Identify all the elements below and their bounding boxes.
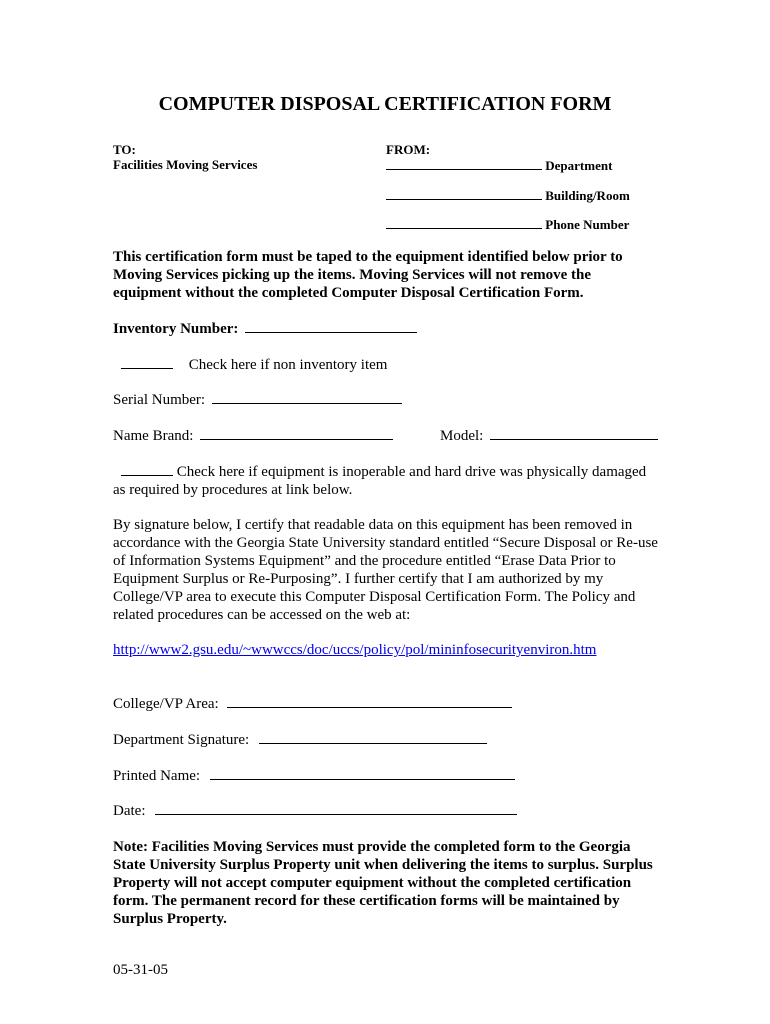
date-blank[interactable] [155,802,517,815]
serial-row [113,391,402,409]
model-row [440,427,658,445]
inoperable-label: Check here if equipment is inoperable and hard drive was physically damaged as required by procedures at link below. [113,464,647,498]
printed-name-row [113,767,515,785]
policy-link[interactable]: http://www2.gsu.edu/~wwwccs/doc/uccs/policy/pol/mininfosecurityenviron.htm [113,642,597,658]
from-department-row [386,157,612,174]
inventory-number-blank[interactable] [245,320,417,333]
non-inventory-row [121,356,387,374]
footer-date: 05-31-05 [113,962,168,978]
non-inventory-label: Check here if non inventory item [188,357,388,373]
brand-label: Name Brand: [113,428,194,444]
building-room-label: Building/Room [545,188,630,203]
brand-blank[interactable] [200,427,393,440]
department-label: Department [545,158,613,173]
inventory-label: Inventory Number: [113,321,239,337]
building-room-blank[interactable] [386,187,542,200]
certification-paragraph: By signature below, I certify that readable data on this equipment has been removed in accordance with the Georgia State University standard entitled “Secure Disposal or Re-use of Information Systems Equipment” and the procedure entitled “Erase Data Prior to Equipment Surplus or Re-Purposing”. I further certify that I am authorized by my College/VP area to execute this Computer Disposal Certification Form. The Policy and related procedures can be accessed on the web at: [113,517,658,623]
to-value: Facilities Moving Services [113,157,258,172]
to-label: TO: [113,142,136,157]
phone-number-label: Phone Number [545,217,630,232]
department-signature-blank[interactable] [259,731,487,744]
department-signature-label: Department Signature: [113,732,250,748]
from-phone-row [386,216,629,233]
brand-row [113,427,393,445]
from-label: FROM: [386,142,431,157]
date-label: Date: [113,803,146,819]
note-paragraph: Note: Facilities Moving Services must provide the completed form to the Georgia State University Surplus Property unit when delivering the items to surplus. Surplus Property will not accept computer equipment without the completed certification form. The permanent record for these certification forms will be maintained by Surplus Property. [113,839,653,927]
date-row [113,802,517,820]
college-label: College/VP Area: [113,696,219,712]
inoperable-row [113,463,658,499]
intro-paragraph: This certification form must be taped to the equipment identified below prior to Moving Services picking up the items. Moving Services will not remove the equipment without the completed Computer Disposal Certification Form. [113,249,623,301]
college-blank[interactable] [227,695,512,708]
department-signature-row [113,731,487,749]
serial-number-blank[interactable] [212,391,402,404]
model-label: Model: [440,428,484,444]
phone-number-blank[interactable] [386,216,542,229]
non-inventory-checkbox-blank[interactable] [121,356,173,369]
model-blank[interactable] [490,427,658,440]
inventory-row [113,320,417,338]
department-blank[interactable] [386,157,542,170]
serial-label: Serial Number: [113,392,206,408]
printed-name-label: Printed Name: [113,768,201,784]
college-row [113,695,512,713]
form-title: COMPUTER DISPOSAL CERTIFICATION FORM [158,93,612,115]
inoperable-checkbox-blank[interactable] [121,463,173,476]
printed-name-blank[interactable] [210,767,515,780]
from-building-row [386,187,630,204]
